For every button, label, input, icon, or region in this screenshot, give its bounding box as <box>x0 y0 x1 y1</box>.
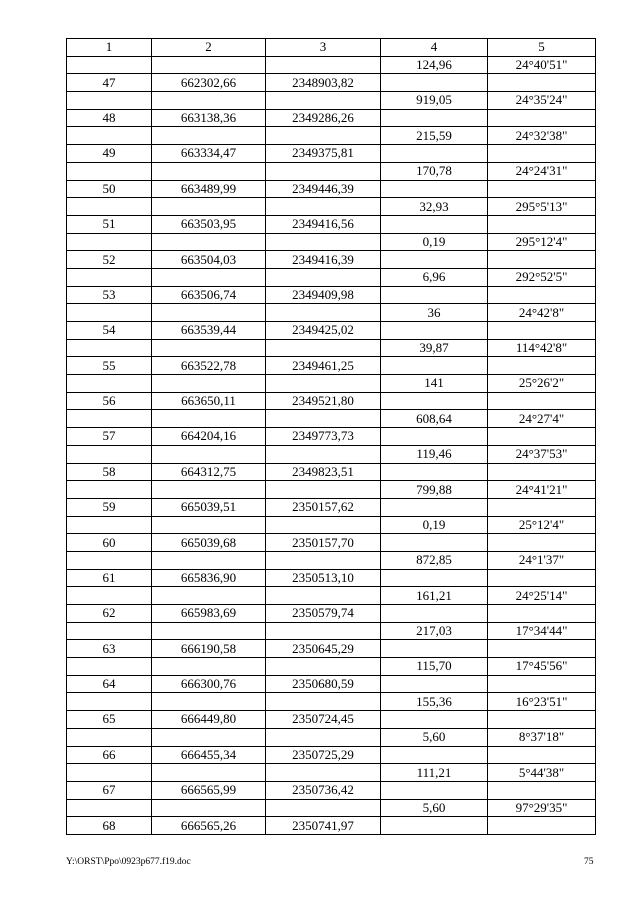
bearing-cell: 24°25'14" <box>488 587 596 605</box>
point-number-cell <box>67 764 152 782</box>
x-coordinate-cell: 663522,78 <box>152 357 266 375</box>
bearing-cell: 292°52'5" <box>488 268 596 286</box>
point-number-cell <box>67 622 152 640</box>
bearing-cell <box>488 605 596 623</box>
y-coordinate-cell <box>266 339 381 357</box>
x-coordinate-cell: 663506,74 <box>152 286 266 304</box>
distance-cell <box>381 109 488 127</box>
distance-cell <box>381 286 488 304</box>
x-coordinate-cell <box>152 375 266 393</box>
y-coordinate-cell: 2349425,02 <box>266 322 381 340</box>
x-coordinate-cell: 666455,34 <box>152 746 266 764</box>
bearing-cell: 24°24'31" <box>488 162 596 180</box>
table-row <box>67 516 596 534</box>
table-row <box>67 286 596 304</box>
x-coordinate-cell <box>152 764 266 782</box>
bearing-cell <box>488 746 596 764</box>
table-row <box>67 304 596 322</box>
distance-cell <box>381 498 488 516</box>
point-number-cell: 57 <box>67 428 152 446</box>
distance-cell: 32,93 <box>381 198 488 216</box>
x-coordinate-cell <box>152 658 266 676</box>
y-coordinate-cell: 2350157,70 <box>266 534 381 552</box>
column-header: 4 <box>381 39 488 57</box>
distance-cell: 141 <box>381 375 488 393</box>
bearing-cell <box>488 215 596 233</box>
point-number-cell <box>67 658 152 676</box>
y-coordinate-cell <box>266 304 381 322</box>
point-number-cell <box>67 198 152 216</box>
point-number-cell: 59 <box>67 498 152 516</box>
distance-cell: 217,03 <box>381 622 488 640</box>
coordinates-table <box>66 38 596 835</box>
table-row <box>67 357 596 375</box>
bearing-cell: 97°29'35" <box>488 799 596 817</box>
table-row <box>67 145 596 163</box>
table-row <box>67 392 596 410</box>
x-coordinate-cell: 664204,16 <box>152 428 266 446</box>
y-coordinate-cell <box>266 375 381 393</box>
distance-cell <box>381 463 488 481</box>
bearing-cell: 17°34'44" <box>488 622 596 640</box>
table-row <box>67 781 596 799</box>
distance-cell: 119,46 <box>381 445 488 463</box>
distance-cell <box>381 74 488 92</box>
bearing-cell <box>488 286 596 304</box>
point-number-cell: 48 <box>67 109 152 127</box>
distance-cell: 124,96 <box>381 56 488 74</box>
point-number-cell <box>67 339 152 357</box>
y-coordinate-cell <box>266 658 381 676</box>
table-row <box>67 375 596 393</box>
bearing-cell <box>488 145 596 163</box>
x-coordinate-cell: 666190,58 <box>152 640 266 658</box>
point-number-cell: 62 <box>67 605 152 623</box>
distance-cell <box>381 392 488 410</box>
distance-cell: 215,59 <box>381 127 488 145</box>
point-number-cell <box>67 233 152 251</box>
bearing-cell: 295°5'13" <box>488 198 596 216</box>
y-coordinate-cell <box>266 198 381 216</box>
footer-file-path: Y:\ORST\Ppo\0923p677.f19.doc <box>66 857 191 867</box>
y-coordinate-cell <box>266 410 381 428</box>
y-coordinate-cell: 2349446,39 <box>266 180 381 198</box>
x-coordinate-cell: 665039,51 <box>152 498 266 516</box>
distance-cell: 155,36 <box>381 693 488 711</box>
y-coordinate-cell <box>266 56 381 74</box>
column-header: 2 <box>152 39 266 57</box>
bearing-cell: 24°42'8" <box>488 304 596 322</box>
point-number-cell <box>67 516 152 534</box>
x-coordinate-cell <box>152 233 266 251</box>
bearing-cell: 17°45'56" <box>488 658 596 676</box>
x-coordinate-cell <box>152 481 266 499</box>
bearing-cell: 8°37'18" <box>488 728 596 746</box>
distance-cell <box>381 180 488 198</box>
distance-cell: 872,85 <box>381 551 488 569</box>
distance-cell: 36 <box>381 304 488 322</box>
x-coordinate-cell: 663138,36 <box>152 109 266 127</box>
bearing-cell <box>488 640 596 658</box>
table-row <box>67 109 596 127</box>
point-number-cell <box>67 162 152 180</box>
x-coordinate-cell <box>152 551 266 569</box>
distance-cell <box>381 817 488 835</box>
distance-cell <box>381 711 488 729</box>
table-row <box>67 339 596 357</box>
point-number-cell <box>67 445 152 463</box>
point-number-cell: 55 <box>67 357 152 375</box>
point-number-cell: 63 <box>67 640 152 658</box>
y-coordinate-cell <box>266 587 381 605</box>
distance-cell: 5,60 <box>381 799 488 817</box>
table-row <box>67 675 596 693</box>
table-row <box>67 268 596 286</box>
point-number-cell: 66 <box>67 746 152 764</box>
distance-cell <box>381 215 488 233</box>
y-coordinate-cell <box>266 516 381 534</box>
table-row <box>67 74 596 92</box>
point-number-cell: 52 <box>67 251 152 269</box>
distance-cell <box>381 675 488 693</box>
distance-cell: 6,96 <box>381 268 488 286</box>
table-row <box>67 640 596 658</box>
table-body <box>67 39 596 835</box>
y-coordinate-cell: 2349416,56 <box>266 215 381 233</box>
distance-cell: 161,21 <box>381 587 488 605</box>
table-row <box>67 799 596 817</box>
point-number-cell <box>67 551 152 569</box>
table-row <box>67 215 596 233</box>
bearing-cell <box>488 109 596 127</box>
bearing-cell: 24°32'38" <box>488 127 596 145</box>
column-header: 5 <box>488 39 596 57</box>
bearing-cell <box>488 322 596 340</box>
table-row <box>67 605 596 623</box>
x-coordinate-cell: 665039,68 <box>152 534 266 552</box>
bearing-cell: 16°23'51" <box>488 693 596 711</box>
table-row <box>67 481 596 499</box>
y-coordinate-cell <box>266 693 381 711</box>
point-number-cell: 53 <box>67 286 152 304</box>
distance-cell: 0,19 <box>381 233 488 251</box>
distance-cell: 115,70 <box>381 658 488 676</box>
y-coordinate-cell: 2348903,82 <box>266 74 381 92</box>
y-coordinate-cell: 2350680,59 <box>266 675 381 693</box>
table-row <box>67 180 596 198</box>
table-row <box>67 162 596 180</box>
distance-cell: 0,19 <box>381 516 488 534</box>
y-coordinate-cell <box>266 445 381 463</box>
y-coordinate-cell: 2349416,39 <box>266 251 381 269</box>
point-number-cell <box>67 268 152 286</box>
y-coordinate-cell: 2350579,74 <box>266 605 381 623</box>
table-row <box>67 56 596 74</box>
point-number-cell <box>67 587 152 605</box>
y-coordinate-cell <box>266 92 381 110</box>
distance-cell: 919,05 <box>381 92 488 110</box>
x-coordinate-cell: 666300,76 <box>152 675 266 693</box>
table-row <box>67 658 596 676</box>
table-row <box>67 764 596 782</box>
x-coordinate-cell <box>152 162 266 180</box>
distance-cell <box>381 746 488 764</box>
table-row <box>67 746 596 764</box>
bearing-cell <box>488 781 596 799</box>
x-coordinate-cell <box>152 268 266 286</box>
point-number-cell <box>67 693 152 711</box>
x-coordinate-cell <box>152 410 266 428</box>
table-row <box>67 498 596 516</box>
point-number-cell: 67 <box>67 781 152 799</box>
table-row <box>67 92 596 110</box>
y-coordinate-cell: 2350724,45 <box>266 711 381 729</box>
bearing-cell <box>488 711 596 729</box>
table-row <box>67 428 596 446</box>
bearing-cell: 24°37'53" <box>488 445 596 463</box>
column-header: 1 <box>67 39 152 57</box>
distance-cell: 170,78 <box>381 162 488 180</box>
point-number-cell: 60 <box>67 534 152 552</box>
table-row <box>67 127 596 145</box>
y-coordinate-cell <box>266 622 381 640</box>
x-coordinate-cell <box>152 622 266 640</box>
y-coordinate-cell: 2350736,42 <box>266 781 381 799</box>
point-number-cell: 61 <box>67 569 152 587</box>
table-row <box>67 693 596 711</box>
point-number-cell <box>67 304 152 322</box>
table-row <box>67 587 596 605</box>
x-coordinate-cell: 666449,80 <box>152 711 266 729</box>
x-coordinate-cell: 665836,90 <box>152 569 266 587</box>
distance-cell <box>381 569 488 587</box>
y-coordinate-cell: 2349409,98 <box>266 286 381 304</box>
bearing-cell <box>488 392 596 410</box>
y-coordinate-cell: 2350513,10 <box>266 569 381 587</box>
point-number-cell <box>67 375 152 393</box>
x-coordinate-cell: 663504,03 <box>152 251 266 269</box>
point-number-cell <box>67 410 152 428</box>
bearing-cell <box>488 180 596 198</box>
bearing-cell <box>488 357 596 375</box>
point-number-cell: 51 <box>67 215 152 233</box>
bearing-cell <box>488 534 596 552</box>
table-row <box>67 728 596 746</box>
x-coordinate-cell: 664312,75 <box>152 463 266 481</box>
x-coordinate-cell <box>152 516 266 534</box>
x-coordinate-cell: 663503,95 <box>152 215 266 233</box>
table-row <box>67 445 596 463</box>
table-row <box>67 198 596 216</box>
y-coordinate-cell: 2350725,29 <box>266 746 381 764</box>
y-coordinate-cell: 2349375,81 <box>266 145 381 163</box>
y-coordinate-cell <box>266 764 381 782</box>
x-coordinate-cell: 665983,69 <box>152 605 266 623</box>
table-row <box>67 410 596 428</box>
point-number-cell: 47 <box>67 74 152 92</box>
bearing-cell: 24°1'37" <box>488 551 596 569</box>
distance-cell <box>381 428 488 446</box>
point-number-cell: 65 <box>67 711 152 729</box>
bearing-cell: 25°26'2" <box>488 375 596 393</box>
distance-cell: 5,60 <box>381 728 488 746</box>
y-coordinate-cell: 2349823,51 <box>266 463 381 481</box>
x-coordinate-cell <box>152 799 266 817</box>
distance-cell: 39,87 <box>381 339 488 357</box>
bearing-cell: 5°44'38" <box>488 764 596 782</box>
distance-cell <box>381 251 488 269</box>
point-number-cell: 54 <box>67 322 152 340</box>
point-number-cell <box>67 799 152 817</box>
bearing-cell: 24°40'51" <box>488 56 596 74</box>
x-coordinate-cell: 663334,47 <box>152 145 266 163</box>
y-coordinate-cell <box>266 551 381 569</box>
table-row <box>67 233 596 251</box>
distance-cell: 111,21 <box>381 764 488 782</box>
x-coordinate-cell <box>152 339 266 357</box>
y-coordinate-cell: 2349461,25 <box>266 357 381 375</box>
x-coordinate-cell: 663489,99 <box>152 180 266 198</box>
x-coordinate-cell: 663650,11 <box>152 392 266 410</box>
y-coordinate-cell: 2349521,80 <box>266 392 381 410</box>
distance-cell <box>381 357 488 375</box>
point-number-cell <box>67 728 152 746</box>
table-row <box>67 534 596 552</box>
y-coordinate-cell: 2349286,26 <box>266 109 381 127</box>
x-coordinate-cell <box>152 198 266 216</box>
point-number-cell <box>67 481 152 499</box>
distance-cell <box>381 322 488 340</box>
point-number-cell <box>67 127 152 145</box>
distance-cell <box>381 781 488 799</box>
x-coordinate-cell <box>152 56 266 74</box>
x-coordinate-cell <box>152 587 266 605</box>
distance-cell <box>381 145 488 163</box>
bearing-cell: 24°41'21" <box>488 481 596 499</box>
x-coordinate-cell: 662302,66 <box>152 74 266 92</box>
table-row <box>67 251 596 269</box>
column-header: 3 <box>266 39 381 57</box>
distance-cell <box>381 640 488 658</box>
distance-cell: 799,88 <box>381 481 488 499</box>
table-row <box>67 711 596 729</box>
bearing-cell <box>488 498 596 516</box>
table-row <box>67 463 596 481</box>
bearing-cell <box>488 251 596 269</box>
footer-page-number: 75 <box>584 857 594 867</box>
x-coordinate-cell <box>152 445 266 463</box>
y-coordinate-cell <box>266 162 381 180</box>
bearing-cell: 295°12'4" <box>488 233 596 251</box>
point-number-cell: 56 <box>67 392 152 410</box>
bearing-cell <box>488 74 596 92</box>
bearing-cell <box>488 463 596 481</box>
bearing-cell: 24°35'24" <box>488 92 596 110</box>
point-number-cell: 50 <box>67 180 152 198</box>
point-number-cell: 49 <box>67 145 152 163</box>
y-coordinate-cell <box>266 233 381 251</box>
point-number-cell <box>67 56 152 74</box>
bearing-cell: 114°42'8" <box>488 339 596 357</box>
table-row <box>67 551 596 569</box>
y-coordinate-cell <box>266 127 381 145</box>
point-number-cell: 64 <box>67 675 152 693</box>
y-coordinate-cell <box>266 728 381 746</box>
table-row <box>67 569 596 587</box>
distance-cell <box>381 534 488 552</box>
bearing-cell: 24°27'4" <box>488 410 596 428</box>
bearing-cell: 25°12'4" <box>488 516 596 534</box>
y-coordinate-cell <box>266 268 381 286</box>
y-coordinate-cell: 2349773,73 <box>266 428 381 446</box>
table-row <box>67 817 596 835</box>
x-coordinate-cell <box>152 728 266 746</box>
y-coordinate-cell: 2350157,62 <box>266 498 381 516</box>
table-header-row <box>67 39 596 57</box>
table-row <box>67 322 596 340</box>
bearing-cell <box>488 817 596 835</box>
distance-cell <box>381 605 488 623</box>
point-number-cell: 68 <box>67 817 152 835</box>
bearing-cell <box>488 428 596 446</box>
bearing-cell <box>488 675 596 693</box>
table-row <box>67 622 596 640</box>
bearing-cell <box>488 569 596 587</box>
y-coordinate-cell: 2350741,97 <box>266 817 381 835</box>
distance-cell: 608,64 <box>381 410 488 428</box>
x-coordinate-cell <box>152 92 266 110</box>
point-number-cell <box>67 92 152 110</box>
y-coordinate-cell <box>266 799 381 817</box>
y-coordinate-cell: 2350645,29 <box>266 640 381 658</box>
point-number-cell: 58 <box>67 463 152 481</box>
x-coordinate-cell: 663539,44 <box>152 322 266 340</box>
x-coordinate-cell <box>152 304 266 322</box>
x-coordinate-cell: 666565,26 <box>152 817 266 835</box>
x-coordinate-cell: 666565,99 <box>152 781 266 799</box>
x-coordinate-cell <box>152 127 266 145</box>
y-coordinate-cell <box>266 481 381 499</box>
x-coordinate-cell <box>152 693 266 711</box>
